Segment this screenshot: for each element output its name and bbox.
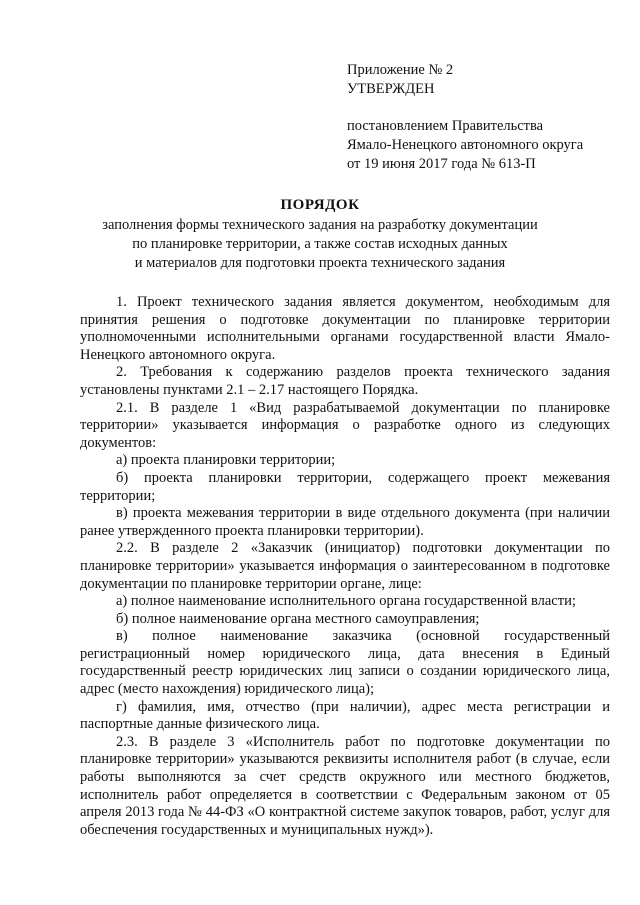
region-line: Ямало-Ненецкого автономного округа [347, 137, 584, 153]
decree-line: постановлением Правительства [347, 118, 544, 134]
paragraph-2-2: 2.2. В разделе 2 «Заказчик (инициатор) подготовки документации по планировке территории» указывается информация о заинтересованном в подготовке документации по планировке территории органе, лице: [80, 540, 610, 592]
paragraph-2: 2. Требования к содержанию разделов проекта технического задания установлены пунктами 2.1 – 2.17 настоящего Порядка. [80, 364, 610, 398]
list-item-a: а) полное наименование исполнительного органа государственной власти; [116, 593, 576, 610]
list-item-v: в) полное наименование заказчика (основной государственный регистрационный номер юридического лица, дата внесения в Единый государственный реестр юридических лиц записи о создании юридического лица, адрес (место нахождения) юридического лица); [80, 628, 610, 698]
subtitle-line: заполнения формы технического задания на разработку документации [102, 217, 538, 233]
subtitle-line: по планировке территории, а также состав исходных данных [132, 236, 508, 252]
paragraph-2-3: 2.3. В разделе 3 «Исполнитель работ по подготовке документации по планировке территории» указываются реквизиты исполнителя работ (в случае, если работы выполняются за счет средств окружного или местного бюджетов, исполнитель работ определяется в соответствии с Федеральным законом от 05 апреля 2013 года № 44-ФЗ «О контрактной системе закупок товаров, работ, услуг для обеспечения государственных и муниципальных нужд»). [80, 733, 610, 838]
list-item-g: г) фамилия, имя, отчество (при наличии), адрес места регистрации и паспортные данные физического лица. [80, 698, 610, 733]
list-item-v: в) проекта межевания территории в виде отдельного документа (при наличии ранее утвержденного проекта планировки территории). [80, 505, 610, 539]
document-body [80, 294, 610, 839]
paragraph-2-1: 2.1. В разделе 1 «Вид разрабатываемой документации по планировке территории» указывается информация о разработке одного из следующих документов: [80, 399, 610, 451]
list-item-b: б) проекта планировки территории, содержащего проект межевания территории; [80, 469, 610, 504]
approval-block [347, 61, 617, 174]
document-title: ПОРЯДОК [280, 197, 360, 213]
approved-label: УТВЕРЖДЕН [347, 81, 435, 97]
list-item-b: б) полное наименование органа местного самоуправления; [116, 610, 480, 627]
decree-date-line: от 19 июня 2017 года № 613-П [347, 156, 536, 172]
list-item-a: а) проекта планировки территории; [116, 452, 336, 469]
appendix-number: Приложение № 2 [347, 62, 454, 78]
subtitle-line: и материалов для подготовки проекта технического задания [134, 255, 506, 271]
paragraph-1: 1. Проект технического задания является документом, необходимым для принятия решения о подготовке документации по планировке территории уполномоченными исполнительными органами государственной власти Ямало-Ненецкого автономного округа. [80, 294, 610, 363]
document-subtitle [60, 216, 580, 273]
